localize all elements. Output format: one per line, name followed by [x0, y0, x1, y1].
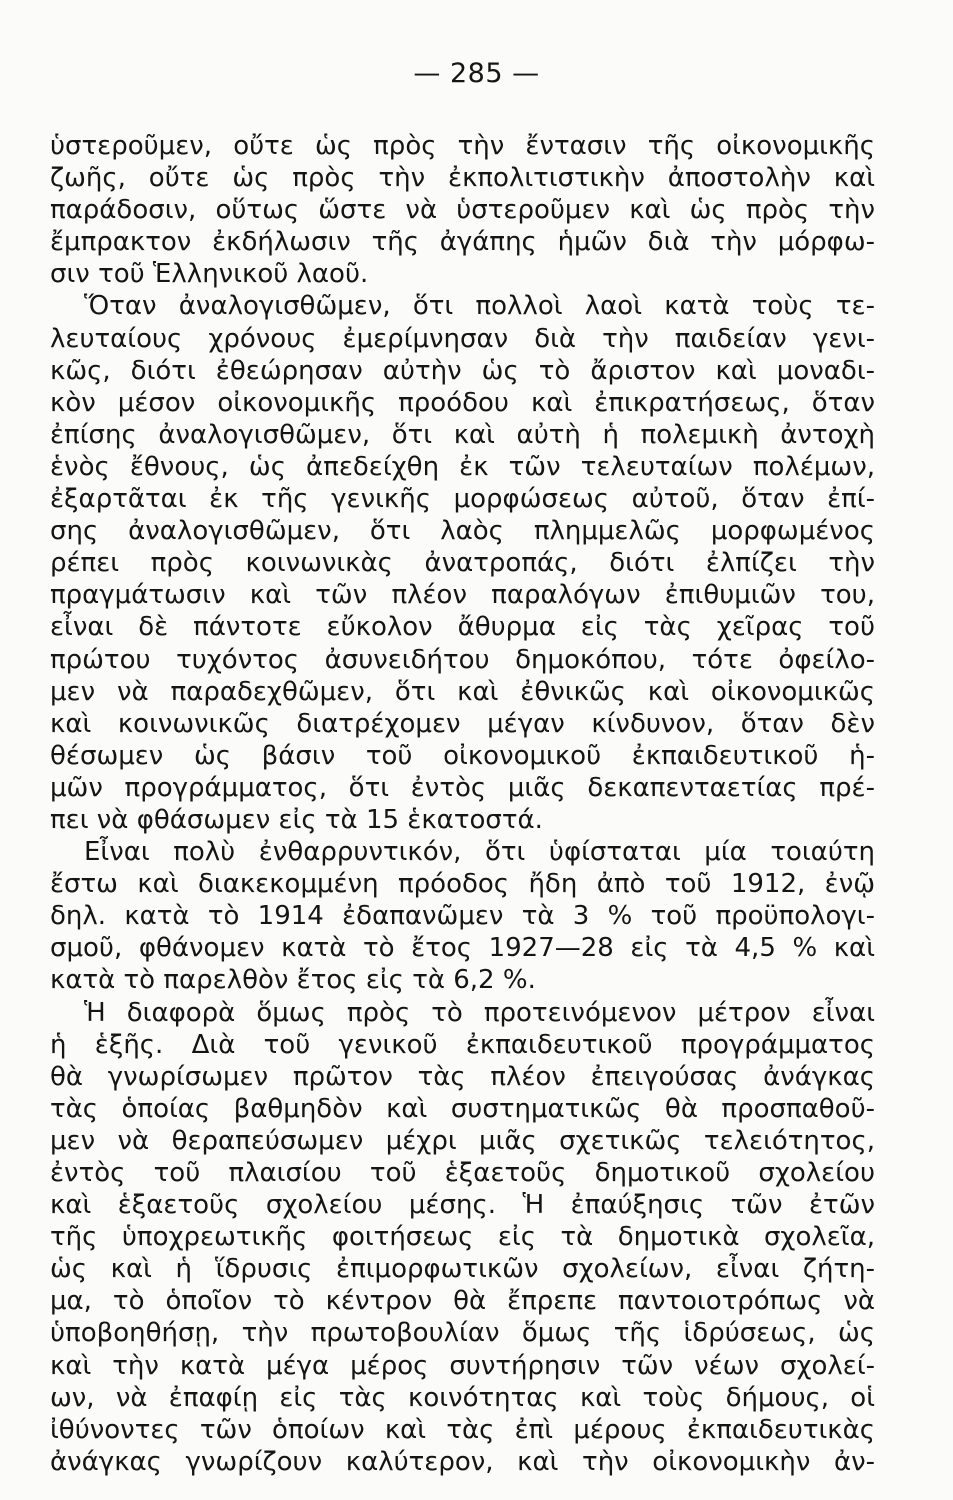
text-line: ἀνάγκας γνωρίζουν καλύτερον, καὶ τὴν οἰκονομικὴν ἀν- — [50, 1446, 875, 1477]
text-line: ων, νὰ ἐπαφίῃ εἰς τὰς κοινότητας καὶ τοὺς δήμους, οἱ — [50, 1382, 875, 1413]
text-line: καὶ τὴν κατὰ μέγα μέρος συντήρησιν τῶν νέων σχολεί- — [50, 1350, 875, 1381]
text-line: ἑνὸς ἔθνους, ὡς ἀπεδείχθη ἐκ τῶν τελευταίων πολέμων, — [50, 451, 875, 482]
text-line: μεν νὰ θεραπεύσωμεν μέχρι μιᾶς σχετικῶς τελειότητος, — [50, 1125, 875, 1156]
text-line: ἐξαρτᾶται ἐκ τῆς γενικῆς μορφώσεως αὐτοῦ, ὅταν ἐπί- — [50, 484, 875, 515]
text-line: τῆς ὑποχρεωτικῆς φοιτήσεως εἰς τὰ δημοτικὰ σχολεῖα, — [50, 1222, 875, 1253]
text-line: θέσωμεν ὡς βάσιν τοῦ οἰκονομικοῦ ἐκπαιδευτικοῦ ἡ- — [50, 740, 875, 771]
text-line: Εἶναι πολὺ ἐνθαρρυντικόν, ὅτι ὑφίσταται μία τοιαύτη — [84, 837, 875, 868]
text-line: ὑποβοηθήσῃ, τὴν πρωτοβουλίαν ὅμως τῆς ἱδρύσεως, ὡς — [50, 1318, 875, 1349]
text-line: Ὅταν ἀναλογισθῶμεν, ὅτι πολλοὶ λαοὶ κατὰ τοὺς τε- — [84, 291, 875, 322]
text-line: κὸν μέσον οἰκονομικῆς προόδου καὶ ἐπικρατήσεως, ὅταν — [50, 387, 875, 418]
text-line: τὰς ὁποίας βαθμηδὸν καὶ συστηματικῶς θὰ προσπαθοῦ- — [50, 1093, 875, 1124]
text-line: ὑστεροῦμεν, οὔτε ὡς πρὸς τὴν ἔντασιν τῆς οἰκονομικῆς — [50, 131, 875, 161]
text-line: ρέπει πρὸς κοινωνικὰς ἀνατροπάς, διότι ἐλπίζει τὴν — [50, 548, 875, 579]
text-line: πρώτου τυχόντος ἀσυνειδήτου δημοκόπου, τότε ὀφείλο- — [50, 644, 875, 675]
text-line: μα, τὸ ὁποῖον τὸ κέντρον θὰ ἔπρεπε παντοιοτρόπως νὰ — [50, 1286, 875, 1317]
text-line: ἐντὸς τοῦ πλαισίου τοῦ ἑξαετοῦς δημοτικοῦ σχολείου — [50, 1158, 875, 1188]
text-line: καὶ κοινωνικῶς διατρέχομεν μέγαν κίνδυνον, ὅταν δὲν — [50, 708, 875, 739]
text-line: ζωῆς, οὔτε ὡς πρὸς τὴν ἐκπολιτιστικὴν ἀποστολὴν καὶ — [50, 163, 875, 194]
text-line: ἔστω καὶ διακεκομμένη πρόοδος ἤδη ἀπὸ τοῦ 1912, ἐνῷ — [50, 869, 875, 900]
body-text — [50, 130, 875, 1478]
text-line: καὶ ἑξαετοῦς σχολείου μέσης. Ἡ ἐπαύξησις τῶν ἐτῶν — [50, 1190, 875, 1221]
text-line: κῶς, διότι ἐθεώρησαν αὐτὴν ὡς τὸ ἄριστον καὶ μοναδι- — [50, 355, 875, 386]
text-line: σμοῦ, φθάνομεν κατὰ τὸ ἔτος 1927—28 εἰς τὰ 4,5 % καὶ — [50, 933, 875, 964]
text-line: θὰ γνωρίσωμεν πρῶτον τὰς πλέον ἐπειγούσας ἀνάγκας — [50, 1061, 875, 1092]
text-line: λευταίους χρόνους ἐμερίμνησαν διὰ τὴν παιδείαν γενι- — [50, 323, 875, 354]
text-line: μεν νὰ παραδεχθῶμεν, ὅτι καὶ ἐθνικῶς καὶ οἰκονομικῶς — [50, 676, 875, 707]
text-line: πει νὰ φθάσωμεν εἰς τὰ 15 ἑκατοστά. — [50, 804, 543, 835]
text-line: ἰθύνοντες τῶν ὁποίων καὶ τὰς ἐπὶ μέρους ἐκπαιδευτικὰς — [50, 1414, 875, 1445]
text-line: κατὰ τὸ παρελθὸν ἔτος εἰς τὰ 6,2 %. — [50, 965, 536, 996]
text-line: Ἡ διαφορὰ ὅμως πρὸς τὸ προτεινόμενον μέτρον εἶναι — [84, 997, 875, 1028]
text-line: μῶν προγράμματος, ὅτι ἐντὸς μιᾶς δεκαπενταετίας πρέ- — [50, 772, 875, 803]
text-line: δηλ. κατὰ τὸ 1914 ἐδαπανῶμεν τὰ 3 % τοῦ προϋπολογι- — [50, 901, 875, 932]
text-line: σης ἀναλογισθῶμεν, ὅτι λαὸς πλημμελῶς μορφωμένος — [50, 516, 875, 547]
text-line: ἔμπρακτον ἐκδήλωσιν τῆς ἀγάπης ἡμῶν διὰ τὴν μόρφω- — [50, 227, 875, 258]
page-number: — 285 — — [413, 58, 540, 89]
text-line: πραγμάτωσιν καὶ τῶν πλέον παραλόγων ἐπιθυμιῶν του, — [50, 580, 875, 611]
text-line: ὡς καὶ ἡ ἵδρυσις ἐπιμορφωτικῶν σχολείων, εἶναι ζήτη- — [50, 1254, 875, 1285]
text-line: παράδοσιν, οὕτως ὥστε νὰ ὑστεροῦμεν καὶ ὡς πρὸς τὴν — [50, 195, 875, 226]
text-line: εἶναι δὲ πάντοτε εὔκολον ἄθυρμα εἰς τὰς χεῖρας τοῦ — [50, 612, 875, 643]
text-line: ἡ ἑξῆς. Διὰ τοῦ γενικοῦ ἐκπαιδευτικοῦ προγράμματος — [50, 1029, 875, 1060]
text-line: σιν τοῦ Ἑλληνικοῦ λαοῦ. — [50, 259, 369, 290]
text-line: ἐπίσης ἀναλογισθῶμεν, ὅτι καὶ αὐτὴ ἡ πολεμικὴ ἀντοχὴ — [50, 419, 875, 450]
